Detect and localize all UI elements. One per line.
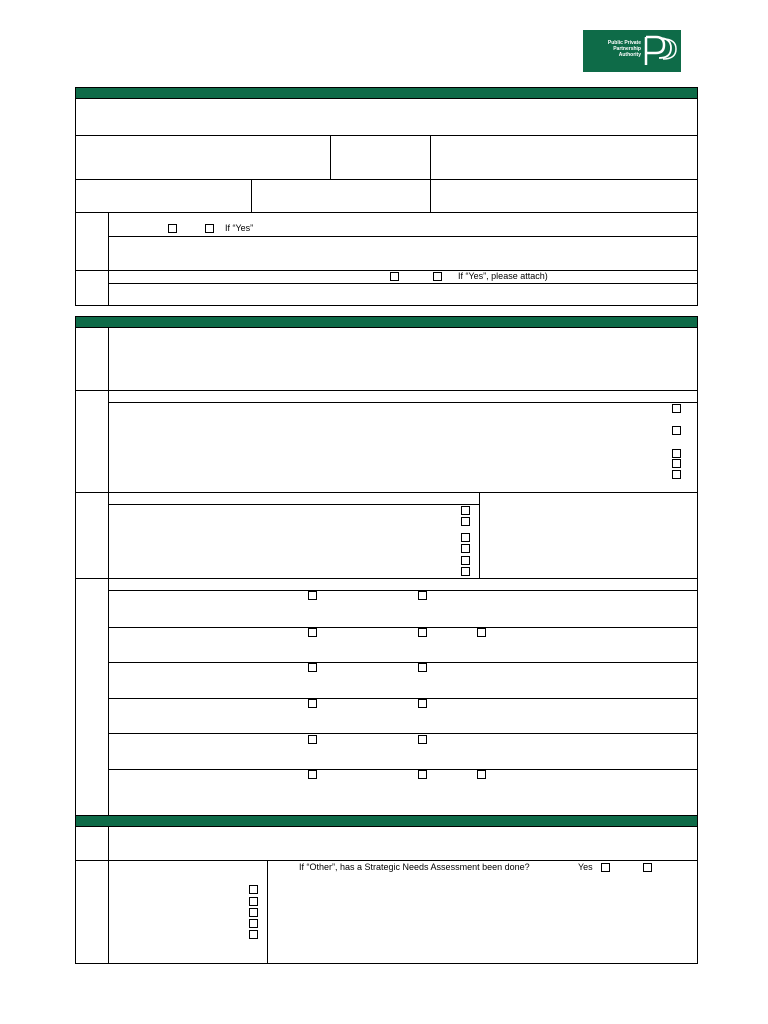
option-checkbox[interactable]	[477, 770, 486, 779]
option-checkbox[interactable]	[249, 897, 258, 906]
divider	[75, 179, 698, 180]
section-1-box	[75, 87, 698, 306]
logo-p-mark-icon	[643, 34, 679, 68]
option-checkbox[interactable]	[308, 663, 317, 672]
divider	[75, 212, 698, 213]
option-checkbox[interactable]	[461, 533, 470, 542]
if-yes-attach-label: If “Yes”, please attach)	[458, 271, 548, 281]
option-checkbox[interactable]	[461, 567, 470, 576]
strategic-needs-question: If “Other”, has a Strategic Needs Assessment been done?	[299, 862, 530, 872]
divider	[108, 504, 480, 505]
option-checkbox[interactable]	[308, 591, 317, 600]
option-checkbox[interactable]	[672, 470, 681, 479]
option-checkbox[interactable]	[418, 663, 427, 672]
yes-checkbox[interactable]	[390, 272, 399, 281]
option-checkbox[interactable]	[249, 930, 258, 939]
divider	[108, 283, 698, 284]
divider	[75, 578, 698, 579]
divider	[430, 135, 431, 212]
option-checkbox[interactable]	[418, 699, 427, 708]
divider	[108, 698, 698, 699]
option-checkbox[interactable]	[308, 770, 317, 779]
pppa-logo	[583, 30, 681, 72]
option-checkbox[interactable]	[418, 735, 427, 744]
option-checkbox[interactable]	[672, 426, 681, 435]
divider	[108, 662, 698, 663]
divider	[75, 135, 698, 136]
option-checkbox[interactable]	[418, 770, 427, 779]
option-checkbox[interactable]	[418, 628, 427, 637]
divider	[108, 590, 698, 591]
divider	[330, 135, 331, 179]
yes-checkbox[interactable]	[168, 224, 177, 233]
option-checkbox[interactable]	[308, 735, 317, 744]
divider	[251, 179, 252, 212]
option-checkbox[interactable]	[308, 628, 317, 637]
no-checkbox[interactable]	[643, 863, 652, 872]
section-2-box	[75, 316, 698, 816]
yes-label: Yes	[578, 862, 593, 872]
divider	[75, 492, 698, 493]
divider	[108, 402, 698, 403]
divider	[108, 769, 698, 770]
option-checkbox[interactable]	[672, 449, 681, 458]
divider	[108, 827, 109, 964]
option-checkbox[interactable]	[461, 544, 470, 553]
option-checkbox[interactable]	[249, 885, 258, 894]
no-checkbox[interactable]	[205, 224, 214, 233]
logo-line: Partnership	[613, 46, 641, 52]
yes-checkbox[interactable]	[601, 863, 610, 872]
divider	[75, 860, 698, 861]
option-checkbox[interactable]	[477, 628, 486, 637]
option-checkbox[interactable]	[672, 404, 681, 413]
if-yes-label: If “Yes”	[225, 223, 254, 233]
option-checkbox[interactable]	[672, 459, 681, 468]
divider	[75, 270, 698, 271]
divider	[108, 236, 698, 237]
divider	[108, 212, 109, 306]
logo-text	[589, 40, 641, 58]
section-3-box	[75, 815, 698, 964]
option-checkbox[interactable]	[308, 699, 317, 708]
divider	[267, 860, 268, 964]
logo-line: Authority	[618, 52, 641, 58]
option-checkbox[interactable]	[461, 506, 470, 515]
option-checkbox[interactable]	[418, 591, 427, 600]
logo-line: Public Private	[607, 40, 641, 46]
divider	[75, 390, 698, 391]
divider	[479, 492, 480, 578]
option-checkbox[interactable]	[249, 919, 258, 928]
option-checkbox[interactable]	[461, 556, 470, 565]
divider	[108, 627, 698, 628]
divider	[108, 733, 698, 734]
option-checkbox[interactable]	[249, 908, 258, 917]
option-checkbox[interactable]	[461, 517, 470, 526]
no-checkbox[interactable]	[433, 272, 442, 281]
